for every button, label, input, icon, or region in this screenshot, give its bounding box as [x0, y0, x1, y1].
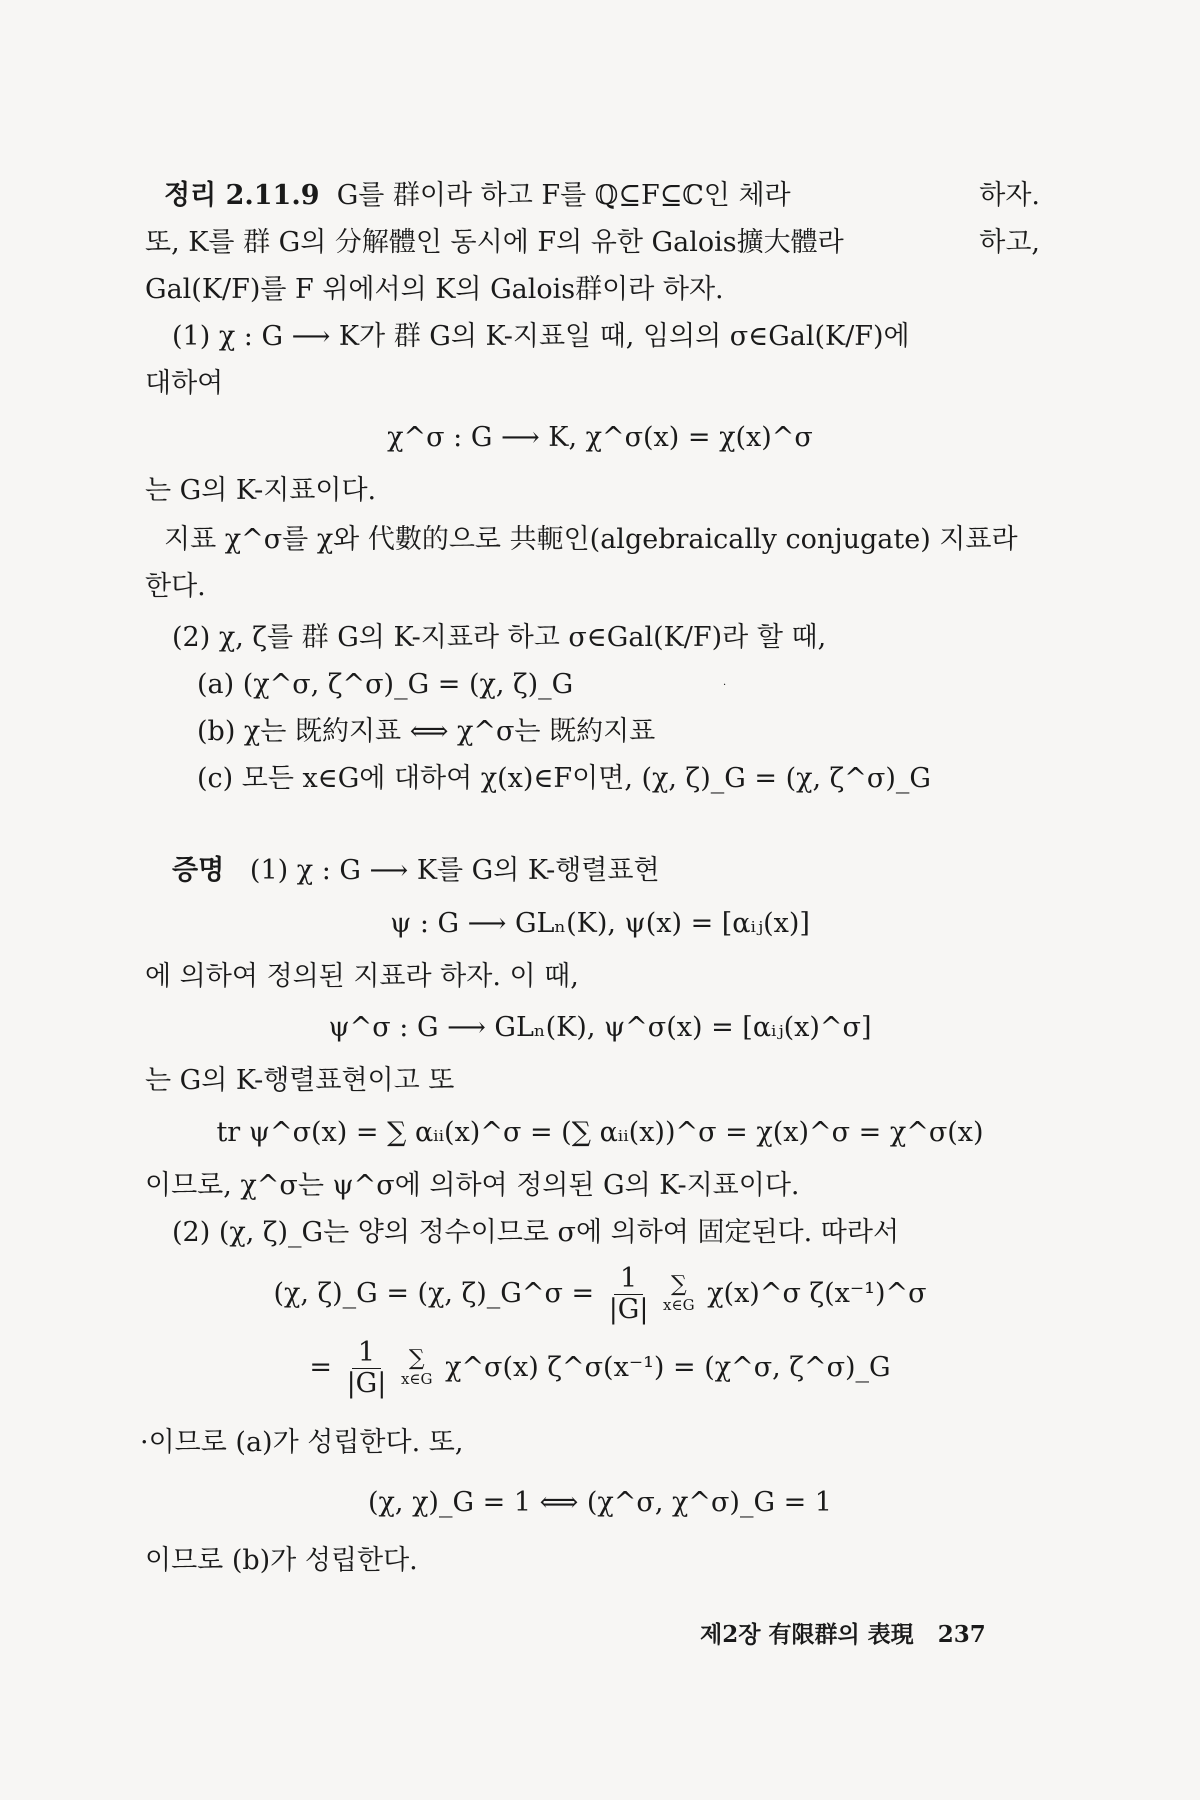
- theorem-part-2: (2) χ, ζ를 群 G의 K-지표라 하고 σ∈Gal(K/F)라 할 때,: [172, 622, 827, 653]
- definition-line-1: [164, 522, 1040, 558]
- eq5-left: =: [309, 1352, 332, 1383]
- eq4-left: (χ, ζ)_G = (χ, ζ)_G^σ =: [273, 1278, 595, 1309]
- theorem-part-1-end: 는 G의 K-지표이다.: [145, 475, 377, 506]
- eq4-right: χ(x)^σ ζ(x⁻¹)^σ: [707, 1278, 927, 1309]
- eq5-denominator: |G|: [346, 1368, 387, 1399]
- theorem-item-b: (b) χ는 既約지표 ⟺ χ^σ는 既約지표: [197, 716, 656, 747]
- page-number: 237: [937, 1621, 986, 1648]
- proof-equation-3: tr ψ^σ(x) = ∑ αᵢᵢ(x)^σ = (∑ αᵢᵢ(x))^σ = χ(x)^σ = χ^σ(x): [216, 1117, 984, 1148]
- theorem-label: 정리 2.11.9: [164, 180, 320, 211]
- eq5-sum-index: x∈G: [400, 1369, 433, 1388]
- theorem-text-2-end: 하고,: [979, 227, 1040, 258]
- theorem-line-3: Gal(K/F)를 F 위에서의 K의 Galois群이라 하자.: [145, 274, 724, 305]
- eq4-denominator: |G|: [608, 1294, 649, 1325]
- theorem-text-1-end: 하자.: [979, 180, 1040, 211]
- stray-mark: ·: [723, 680, 727, 691]
- theorem-line-1: [164, 178, 1040, 214]
- proof-equation-1: ψ : G ⟶ GLₙ(K), ψ(x) = [αᵢⱼ(x)]: [390, 908, 810, 939]
- proof-line-1: [172, 853, 660, 889]
- eq5-sum-symbol: ∑: [408, 1345, 425, 1371]
- proof-text-3: 이므로, χ^σ는 ψ^σ에 의하여 정의된 G의 K-지표이다.: [145, 1170, 800, 1201]
- theorem-part-1: (1) χ : G ⟶ K가 群 G의 K-지표일 때, 임의의 σ∈Gal(K/F)에: [172, 321, 910, 352]
- theorem-equation-1: χ^σ : G ⟶ K, χ^σ(x) = χ(x)^σ: [387, 422, 813, 453]
- eq4-sum-index: x∈G: [663, 1295, 695, 1314]
- definition-line-2: 한다.: [145, 571, 206, 602]
- proof-equation-5: [0, 1336, 1200, 1400]
- proof-text-4: ·이므로 (a)가 성립한다. 또,: [140, 1427, 464, 1458]
- definition-text-1: 지표 χ^σ를 χ와 代數的으로 共軛인(algebraically conjugate) 지표라: [164, 524, 1018, 555]
- eq4-summation: [663, 1271, 695, 1315]
- eq4-fraction: [609, 1264, 649, 1325]
- eq5-summation: [400, 1345, 433, 1389]
- theorem-text-2: 또, K를 群 G의 分解體인 동시에 F의 유한 Galois擴大體라: [145, 227, 844, 258]
- proof-text-2: 는 G의 K-행렬표현이고 또: [145, 1065, 455, 1096]
- eq4-numerator: 1: [614, 1264, 643, 1295]
- eq5-right: χ^σ(x) ζ^σ(x⁻¹) = (χ^σ, ζ^σ)_G: [445, 1352, 891, 1383]
- eq5-numerator: 1: [352, 1338, 381, 1369]
- theorem-item-a: (a) (χ^σ, ζ^σ)_G = (χ, ζ)_G: [197, 669, 574, 700]
- eq4-sum-symbol: ∑: [670, 1271, 687, 1297]
- proof-part-1: (1) χ : G ⟶ K를 G의 K-행렬표현: [249, 855, 660, 886]
- theorem-item-c: (c) 모든 x∈G에 대하여 χ(x)∈F이면, (χ, ζ)_G = (χ, ζ^σ)_G: [197, 763, 931, 794]
- proof-part-2: (2) (χ, ζ)_G는 양의 정수이므로 σ에 의하여 固定된다. 따라서: [172, 1217, 900, 1248]
- proof-text-5: 이므로 (b)가 성립한다.: [145, 1545, 418, 1576]
- theorem-text-1: G를 群이라 하고 F를 ℚ⊆F⊆ℂ인 체라: [336, 180, 791, 211]
- proof-equation-2: ψ^σ : G ⟶ GLₙ(K), ψ^σ(x) = [αᵢⱼ(x)^σ]: [328, 1012, 872, 1043]
- proof-label: 증명: [172, 855, 225, 886]
- running-footer: [700, 1617, 986, 1653]
- proof-text-1: 에 의하여 정의된 지표라 하자. 이 때,: [145, 961, 579, 992]
- theorem-line-2: [145, 225, 1040, 261]
- eq5-fraction: [347, 1338, 387, 1399]
- proof-equation-6: (χ, χ)_G = 1 ⟺ (χ^σ, χ^σ)_G = 1: [368, 1487, 832, 1518]
- theorem-part-1-cont: 대하여: [145, 368, 224, 399]
- chapter-title: 제2장 有限群의 表現: [700, 1621, 914, 1648]
- proof-equation-4: [0, 1262, 1200, 1326]
